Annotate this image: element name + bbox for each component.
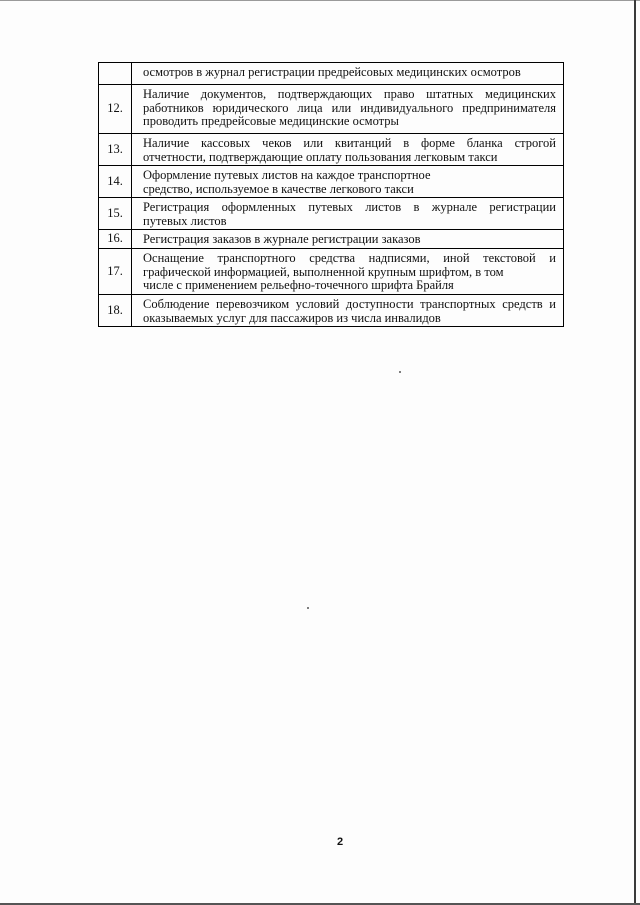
scan-edge-top xyxy=(0,0,640,1)
row-text xyxy=(132,63,564,85)
row-number: 15. xyxy=(99,198,132,230)
row-text xyxy=(132,134,564,166)
row-number: 13. xyxy=(99,134,132,166)
scan-edge-right xyxy=(634,0,636,905)
row-text xyxy=(132,85,564,134)
table-row xyxy=(99,166,564,198)
text-line: числе с применением рельефно-точечного шрифта Брайля xyxy=(143,278,454,292)
text-line: осмотров в журнал регистрации предрейсовых медицинских осмотров xyxy=(143,65,521,79)
row-text xyxy=(132,166,564,198)
text-line: проводить предрейсовые медицинские осмотры xyxy=(143,114,399,128)
row-text xyxy=(132,295,564,327)
table-row xyxy=(99,249,564,295)
text-line: Оформление путевых листов на каждое транспортное xyxy=(143,168,431,182)
text-line: отчетности, подтверждающие оплату пользования легковым такси xyxy=(143,149,498,164)
row-text xyxy=(132,249,564,295)
row-text xyxy=(132,198,564,230)
row-text xyxy=(132,230,564,249)
table-row xyxy=(99,134,564,166)
text-line: Наличие документов, подтверждающих право штатных медицинских xyxy=(143,87,556,101)
text-line: Соблюдение перевозчиком условий доступности транспортных средств и xyxy=(143,297,556,311)
text-line: средство, используемое в качестве легкового такси xyxy=(143,181,414,196)
requirements-table xyxy=(98,62,564,327)
row-number: 18. xyxy=(99,295,132,327)
row-number: 14. xyxy=(99,166,132,198)
table-row xyxy=(99,85,564,134)
text-line: Оснащение транспортного средства надписями, иной текстовой и xyxy=(143,251,556,265)
text-line: оказываемых услуг для пассажиров из числа инвалидов xyxy=(143,310,441,325)
text-line: работников юридического лица или индивидуального предпринимателя xyxy=(143,100,556,115)
page-number: 2 xyxy=(336,836,344,848)
row-number: 16. xyxy=(99,230,132,249)
table-row xyxy=(99,295,564,327)
scan-speck xyxy=(399,371,401,373)
row-number xyxy=(99,63,132,85)
scan-speck xyxy=(307,607,309,609)
text-line: путевых листов xyxy=(143,213,227,228)
table-row xyxy=(99,230,564,249)
row-number: 12. xyxy=(99,85,132,134)
text-line: Регистрация оформленных путевых листов в журнале регистрации xyxy=(143,200,556,214)
row-number: 17. xyxy=(99,249,132,295)
text-line: Наличие кассовых чеков или квитанций в форме бланка строгой xyxy=(143,136,556,150)
table-row xyxy=(99,63,564,85)
text-line: Регистрация заказов в журнале регистрации заказов xyxy=(143,232,421,246)
table-row xyxy=(99,198,564,230)
text-line: графической информацией, выполненной крупным шрифтом, в том xyxy=(143,264,504,279)
